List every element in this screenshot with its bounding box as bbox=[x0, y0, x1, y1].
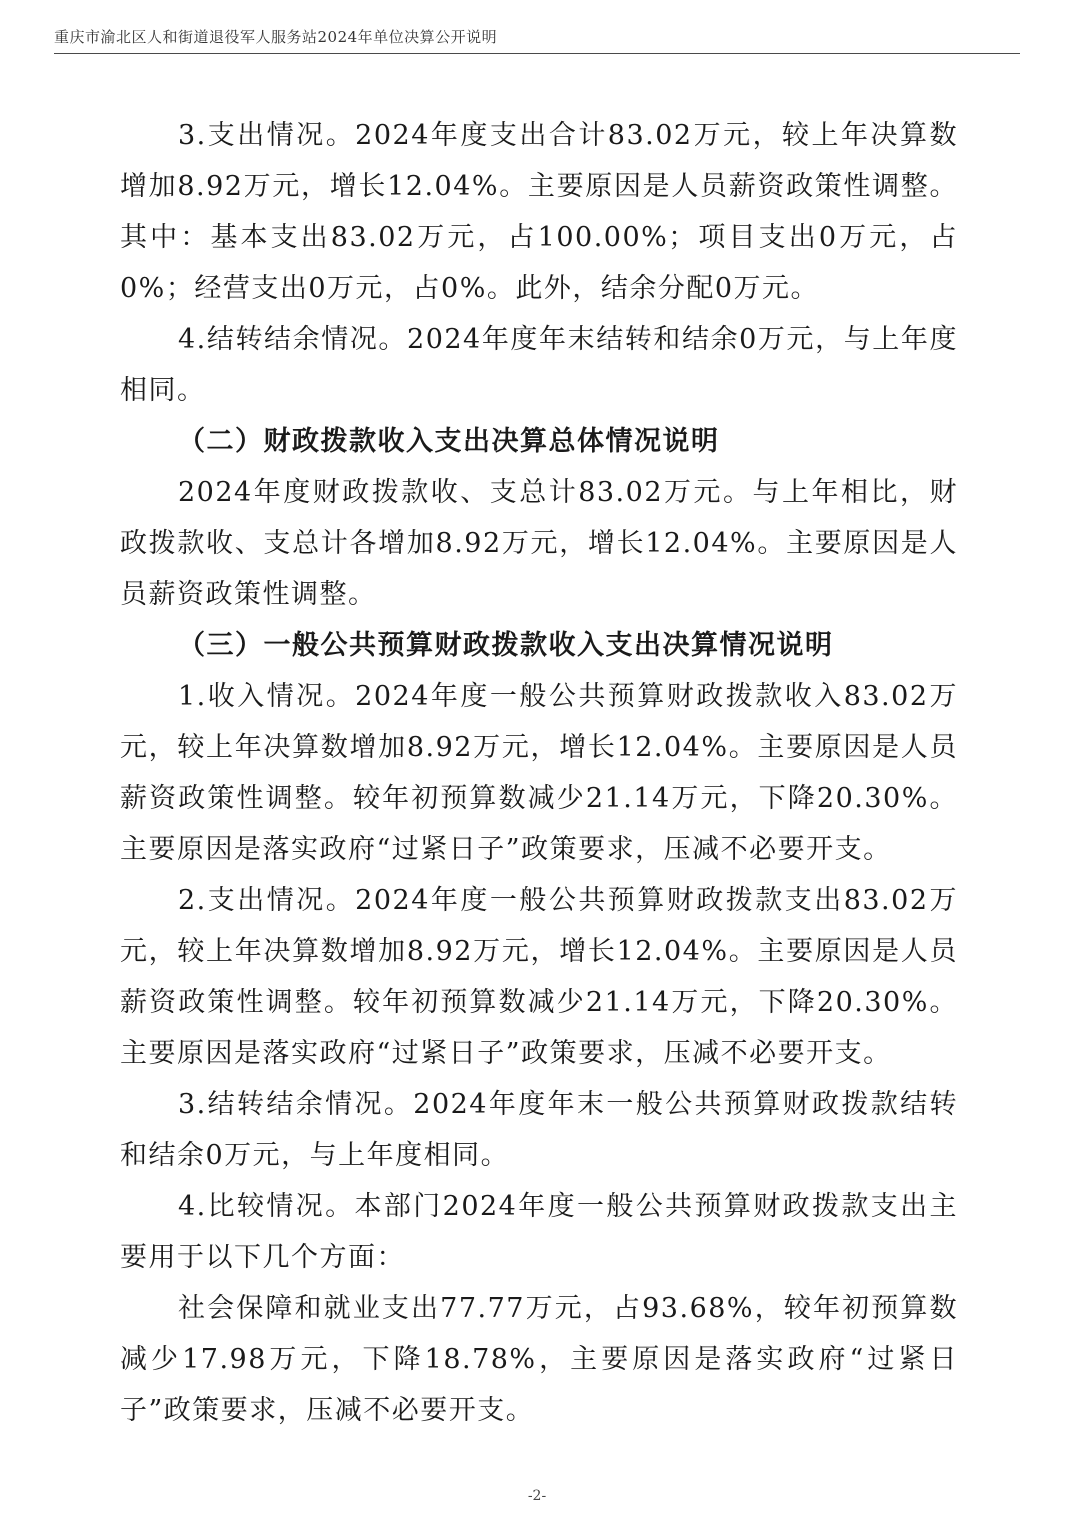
header-divider bbox=[54, 53, 1020, 54]
page-header-title: 重庆市渝北区人和街道退役军人服务站2024年单位决算公开说明 bbox=[54, 28, 498, 46]
document-body bbox=[120, 110, 958, 1436]
paragraph-social-security: 社会保障和就业支出77.77万元，占93.68%，较年初预算数减少17.98万元，下降18.78%，主要原因是落实政府“过紧日子”政策要求，压减不必要开支。 bbox=[120, 1293, 958, 1426]
paragraph-general-carryover: 3.结转结余情况。2024年度年末一般公共预算财政拨款结转和结余0万元，与上年度相同。 bbox=[120, 1089, 958, 1171]
paragraph-general-expenditure: 2.支出情况。2024年度一般公共预算财政拨款支出83.02万元，较上年决算数增加8.92万元，增长12.04%。主要原因是人员薪资政策性调整。较年初预算数减少21.14万元，下降20.30%。主要原因是落实政府“过紧日子”政策要求，压减不必要开支。 bbox=[120, 885, 958, 1069]
paragraph-general-income: 1.收入情况。2024年度一般公共预算财政拨款收入83.02万元，较上年决算数增加8.92万元，增长12.04%。主要原因是人员薪资政策性调整。较年初预算数减少21.14万元，下降20.30%。主要原因是落实政府“过紧日子”政策要求，压减不必要开支。 bbox=[120, 681, 958, 865]
section-heading-general-budget: （三）一般公共预算财政拨款收入支出决算情况说明 bbox=[178, 630, 834, 661]
page-number: -2- bbox=[527, 1488, 547, 1504]
section-heading-fiscal-appropriation: （二）财政拨款收入支出决算总体情况说明 bbox=[178, 426, 720, 457]
paragraph-carryover: 4.结转结余情况。2024年度年末结转和结余0万元，与上年度相同。 bbox=[120, 324, 958, 406]
paragraph-fiscal-total: 2024年度财政拨款收、支总计83.02万元。与上年相比，财政拨款收、支总计各增加8.92万元，增长12.04%。主要原因是人员薪资政策性调整。 bbox=[120, 477, 958, 610]
paragraph-expenditure: 3.支出情况。2024年度支出合计83.02万元，较上年决算数增加8.92万元，增长12.04%。主要原因是人员薪资政策性调整。其中：基本支出83.02万元，占100.00%；项目支出0万元，占0%；经营支出0万元，占0%。此外，结余分配0万元。 bbox=[120, 120, 958, 304]
paragraph-comparison: 4.比较情况。本部门2024年度一般公共预算财政拨款支出主要用于以下几个方面： bbox=[120, 1191, 958, 1273]
